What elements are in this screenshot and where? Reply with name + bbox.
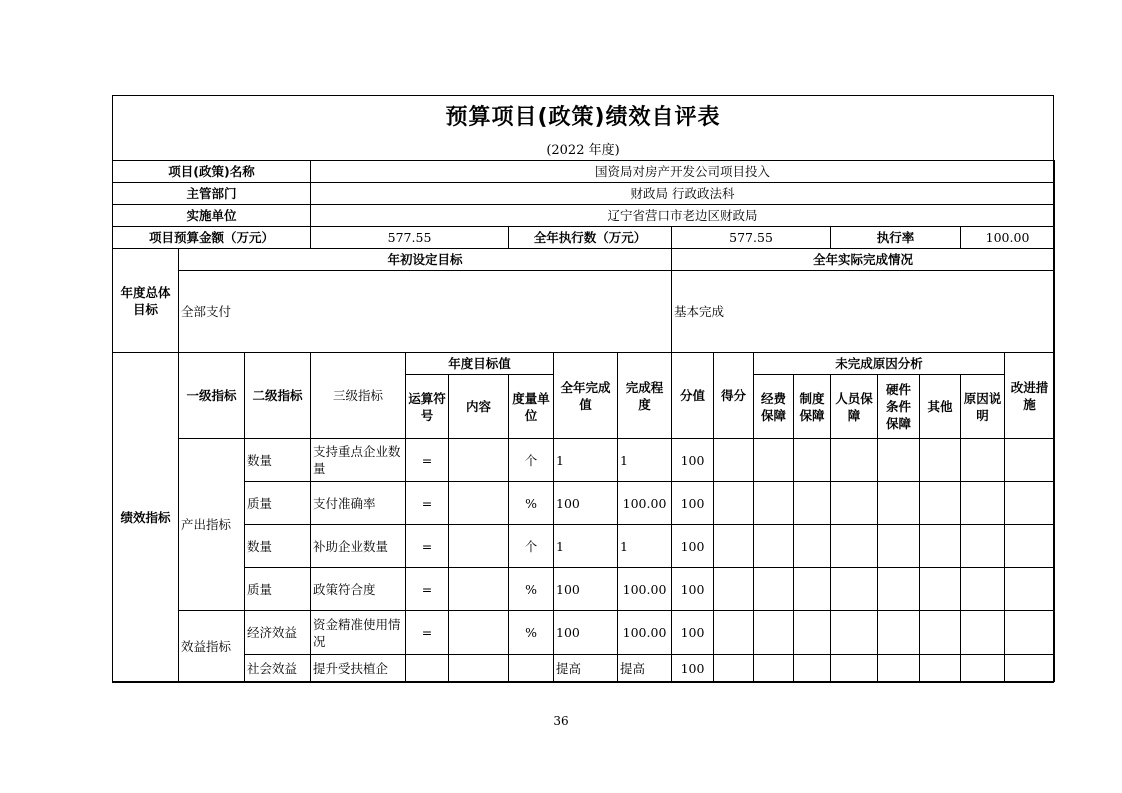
row-unit: % <box>509 482 554 525</box>
improve-header: 改进措施 <box>1005 353 1055 439</box>
score-value-header: 分值 <box>672 353 714 439</box>
row-op: = <box>406 611 449 655</box>
score-got-header: 得分 <box>714 353 754 439</box>
page-number: 36 <box>553 714 569 728</box>
set-goal-text: 全部支付 <box>179 271 672 353</box>
content-header: 内容 <box>449 375 509 439</box>
row-content <box>449 439 509 482</box>
row-content <box>449 568 509 611</box>
info-row-project <box>113 161 1055 183</box>
level3-header: 三级指标 <box>311 353 406 439</box>
row-level3: 资金精准使用情况 <box>311 611 406 655</box>
budget-label: 项目预算金额（万元） <box>113 227 311 249</box>
annual-goal-label: 年度总体目标 <box>113 249 179 353</box>
rate-value: 100.00 <box>961 227 1055 249</box>
row-level3: 政策符合度 <box>311 568 406 611</box>
table-row <box>113 439 1055 482</box>
level1-header: 一级指标 <box>179 353 245 439</box>
reason-other-header: 其他 <box>920 375 961 439</box>
table-row <box>113 655 1055 682</box>
info-row-budget <box>113 227 1055 249</box>
annual-value-header: 全年完成值 <box>554 353 618 439</box>
row-value: 100 <box>554 482 618 525</box>
document-title: 预算项目(政策)绩效自评表 <box>445 105 721 130</box>
row-level2: 数量 <box>245 439 311 482</box>
annual-target-header: 年度目标值 <box>406 353 554 375</box>
row-degree: 100.00 <box>618 482 672 525</box>
reason-note-header: 原因说明 <box>961 375 1005 439</box>
row-op: = <box>406 568 449 611</box>
table-row <box>113 525 1055 568</box>
row-score: 100 <box>672 611 714 655</box>
row-level2: 数量 <box>245 525 311 568</box>
row-unit <box>509 655 554 682</box>
table-row <box>113 568 1055 611</box>
row-level2: 质量 <box>245 482 311 525</box>
row-level3: 支持重点企业数量 <box>311 439 406 482</box>
row-op: = <box>406 525 449 568</box>
row-value: 提高 <box>554 655 618 682</box>
info-row-dept <box>113 183 1055 205</box>
reason-staff-header: 人员保障 <box>831 375 878 439</box>
table-row <box>113 611 1055 655</box>
row-unit: % <box>509 611 554 655</box>
rate-label: 执行率 <box>831 227 961 249</box>
row-level2: 社会效益 <box>245 655 311 682</box>
row-level2: 经济效益 <box>245 611 311 655</box>
document-year: (2022 年度) <box>546 143 620 158</box>
row-level3: 提升受扶植企 <box>311 655 406 682</box>
row-op <box>406 655 449 682</box>
actual-text: 基本完成 <box>672 271 1055 353</box>
reason-funding-header: 经费保障 <box>754 375 794 439</box>
reason-hardware-header: 硬件条件保障 <box>878 375 920 439</box>
row-op: = <box>406 482 449 525</box>
row-degree: 100.00 <box>618 568 672 611</box>
row-op: = <box>406 439 449 482</box>
row-unit: 个 <box>509 525 554 568</box>
row-score: 100 <box>672 482 714 525</box>
row-level3: 支付准确率 <box>311 482 406 525</box>
row-level3: 补助企业数量 <box>311 525 406 568</box>
reason-system-header: 制度保障 <box>794 375 831 439</box>
dept-value: 财政局 行政政法科 <box>311 183 1055 205</box>
unit-header: 度量单位 <box>509 375 554 439</box>
row-unit: % <box>509 568 554 611</box>
info-row-unit <box>113 205 1055 227</box>
row-degree: 提高 <box>618 655 672 682</box>
level2-header: 二级指标 <box>245 353 311 439</box>
dept-label: 主管部门 <box>113 183 311 205</box>
row-unit: 个 <box>509 439 554 482</box>
actual-header: 全年实际完成情况 <box>672 249 1055 271</box>
project-name-value: 国资局对房产开发公司项目投入 <box>311 161 1055 183</box>
group-benefit-label: 效益指标 <box>179 611 245 682</box>
row-content <box>449 611 509 655</box>
row-content <box>449 655 509 682</box>
row-content <box>449 525 509 568</box>
degree-header: 完成程度 <box>618 353 672 439</box>
row-degree: 100.00 <box>618 611 672 655</box>
set-goal-header: 年初设定目标 <box>179 249 672 271</box>
project-name-label: 项目(政策)名称 <box>113 161 311 183</box>
performance-section-label: 绩效指标 <box>113 353 179 682</box>
reasons-header: 未完成原因分析 <box>754 353 1005 375</box>
row-degree: 1 <box>618 439 672 482</box>
op-header: 运算符号 <box>406 375 449 439</box>
indicator-header-row-1 <box>113 353 1055 375</box>
row-score: 100 <box>672 525 714 568</box>
group-output-label: 产出指标 <box>179 439 245 611</box>
unit-label: 实施单位 <box>113 205 311 227</box>
row-value: 100 <box>554 568 618 611</box>
row-level2: 质量 <box>245 568 311 611</box>
unit-value: 辽宁省营口市老边区财政局 <box>311 205 1055 227</box>
row-value: 100 <box>554 611 618 655</box>
budget-value: 577.55 <box>311 227 509 249</box>
row-degree: 1 <box>618 525 672 568</box>
table-row <box>113 482 1055 525</box>
row-score: 100 <box>672 568 714 611</box>
goals-content-row <box>113 271 1055 353</box>
row-value: 1 <box>554 439 618 482</box>
goals-header-row <box>113 249 1055 271</box>
executed-value: 577.55 <box>672 227 831 249</box>
executed-label: 全年执行数（万元） <box>509 227 672 249</box>
evaluation-table <box>112 160 1055 682</box>
row-score: 100 <box>672 655 714 682</box>
row-score: 100 <box>672 439 714 482</box>
row-value: 1 <box>554 525 618 568</box>
row-content <box>449 482 509 525</box>
